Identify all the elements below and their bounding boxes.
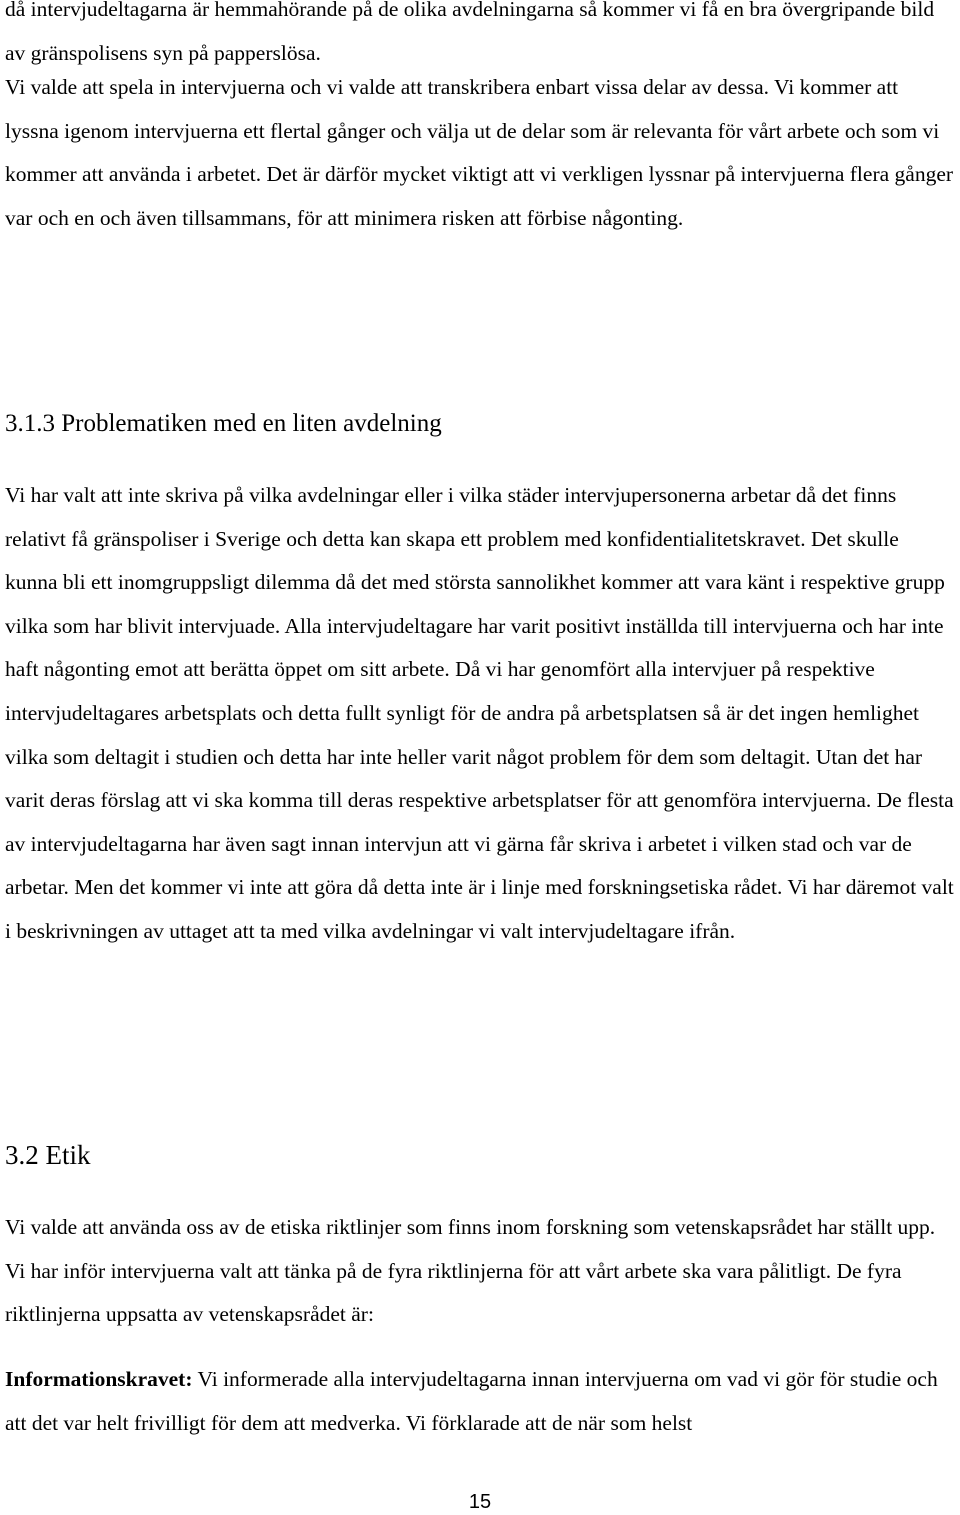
paragraph-ethics: Vi valde att använda oss av de etiska riktlinjer som finns inom forskning som vetenskapsrådet har ställt upp. Vi har inför intervjuerna valt att tänka på de fyra riktlinjerna för att vårt arbete ska vara pålitligt. De fyra riktlinjerna uppsatta av vetenskapsrådet är: <box>5 1215 936 1327</box>
section-heading-3-2: 3.2 Etik <box>5 1140 91 1170</box>
paragraph-intro-continuation: då intervjudeltagarna är hemmahörande på de olika avdelningarna så kommer vi få en bra övergripande bild av gränspolisens syn på papperslösa. <box>5 0 935 65</box>
section-heading-3-1-3: 3.1.3 Problematiken med en liten avdelning <box>5 410 442 437</box>
term-informationskravet: Informationskravet: <box>5 1367 193 1391</box>
page-number: 15 <box>468 1491 492 1513</box>
information-requirement-text: Vi informerade alla intervjudeltagarna innan intervjuerna om vad vi gör för studie och att det var helt frivilligt för dem att medverka. Vi förklarade att de när som helst <box>5 1367 938 1435</box>
paragraph-problematics: Vi har valt att inte skriva på vilka avdelningar eller i vilka städer intervjupersonerna arbetar då det finns relativt få gränspoliser i Sverige och detta kan skapa ett problem med konfidentialitetskravet. Det skulle kunna bli ett inomgruppsligt dilemma då det med största sannolikhet kommer att vara känt i respektive grupp vilka som har blivit intervjuade. Alla intervjudeltagare har varit positivt inställda till intervjuerna och har inte haft någonting emot att berätta öppet om sitt arbete. Då vi har genomfört alla intervjuer på respektive intervjudeltagares arbetsplats och detta fullt synligt för de andra på arbetsplatsen så är det ingen hemlighet vilka som deltagit i studien och detta har inte heller varit något problem för dem som deltagit. Utan det har varit deras förslag att vi ska komma till deras respektive arbetsplatser för att genomföra intervjuerna. De flesta av intervjudeltagarna har även sagt innan intervjun att vi gärna får skriva i arbetet i vilken stad och var de arbetar. Men det kommer vi inte att göra då detta inte är i linje med forskningsetiska rådet. Vi har däremot valt i beskrivningen av uttaget att ta med vilka avdelningar vi valt intervjudeltagare ifrån. <box>5 483 954 943</box>
paragraph-information-requirement <box>5 1358 955 1445</box>
paragraph-recording: Vi valde att spela in intervjuerna och vi valde att transkribera enbart vissa delar av dessa. Vi kommer att lyssna igenom intervjuerna ett flertal gånger och välja ut de delar som är relevanta för vårt arbete och som vi kommer att använda i arbetet. Det är därför mycket viktigt att vi verkligen lyssnar på intervjuerna flera gånger var och en och även tillsammans, för att minimera risken att förbise någonting. <box>5 75 954 230</box>
